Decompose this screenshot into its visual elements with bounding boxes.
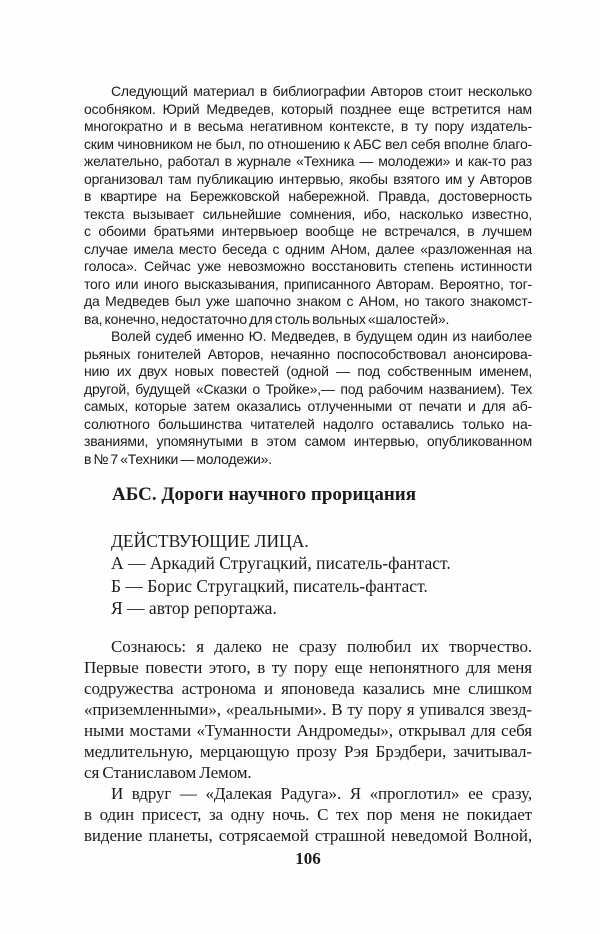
text-line: ся Станиславом Лемом. bbox=[84, 763, 252, 782]
text-line: случае имела место беседа с одним АНом, далее «разложенная на bbox=[84, 240, 532, 257]
text-line: видение планеты, сотрясаемой страшной неведомой Волной, bbox=[84, 826, 532, 845]
text-line: организовал там публикацию интервью, якобы взятого им у Авторов bbox=[84, 170, 532, 187]
text-line: рьяных гонителей Авторов, нечаянно поспособствовал анонсирова- bbox=[84, 345, 532, 362]
text-line: того или иного высказывания, приписанного Авторам. Вероятно, тог- bbox=[84, 275, 532, 292]
text-line: И вдруг — «Далекая Радуга». Я «проглотил» ее сразу, bbox=[111, 784, 532, 803]
article-paragraph-2 bbox=[84, 783, 532, 846]
text-line: Следующий материал в библиографии Авторов стоит несколько bbox=[111, 83, 532, 99]
cast-entry: Б — Борис Стругацкий, писатель-фантаст. bbox=[111, 575, 428, 596]
text-line: самых, которые затем оказались отлученными от печати и для аб- bbox=[84, 398, 532, 414]
text-line: текста вызывает сильнейшие сомнения, ибо, насколько известно, bbox=[84, 205, 532, 222]
article-paragraph-1 bbox=[84, 636, 532, 783]
text-line: «приземленными», «реальными». В ту пору я упивался звезд- bbox=[84, 700, 532, 719]
text-line: солютного большинства читателей надолго оставались только на- bbox=[84, 415, 532, 432]
cast-entry: А — Аркадий Стругацкий, писатель-фантаст. bbox=[111, 553, 451, 574]
text-line: Сознаюсь: я далеко не сразу полюбил их творчество. bbox=[111, 637, 532, 656]
text-line: желательно, работал в журнале «Техника — молодежи» и как-то раз bbox=[84, 153, 532, 169]
text-line: нию их двух новых повестей (одной — под собственным именем, bbox=[84, 363, 532, 379]
text-line: ским чиновником не был, по отношению к АБС вел себя вполне благо- bbox=[84, 135, 532, 152]
text-line: да Медведев был уже шапочно знаком с АНом, но такого знакомст- bbox=[84, 293, 532, 309]
text-line: званиями, упомянутыми в этом самом интервью, опубликованном bbox=[84, 433, 532, 449]
cast-entry: Я — автор репортажа. bbox=[111, 598, 277, 619]
cast-title: ДЕЙСТВУЮЩИЕ ЛИЦА. bbox=[111, 531, 309, 551]
cast-list bbox=[84, 530, 532, 620]
text-line: Волей судеб именно Ю. Медведев, в будущем один из наиболее bbox=[111, 328, 532, 344]
text-line: другой, будущей «Сказки о Тройке»,— под рабочим названием). Тех bbox=[84, 380, 532, 397]
text-line: Первые повести этого, в ту пору еще непонятного для меня bbox=[84, 658, 532, 677]
text-line: особняком. Юрий Медведев, который позднее еще встретится нам bbox=[84, 100, 532, 117]
text-line: содружества астронома и японоведа казались мне слишком bbox=[84, 679, 532, 698]
text-line: голоса». Сейчас уже невозможно восстановить степень истинности bbox=[84, 258, 532, 274]
section-heading: АБС. Дороги научного прорицания bbox=[112, 484, 417, 505]
text-line: ными мостами «Туманности Андромеды», открывал для себя bbox=[84, 721, 532, 740]
commentary-paragraph-2 bbox=[84, 328, 532, 468]
text-line: в квартире на Бережковской набережной. Правда, достоверность bbox=[84, 188, 532, 204]
text-line: многократно и в весьма негативном контексте, в ту пору издатель- bbox=[84, 118, 532, 134]
page-number: 106 bbox=[295, 849, 321, 868]
text-line: ва, конечно, недостаточно для столь вольных «шалостей». bbox=[84, 310, 450, 327]
commentary-paragraph-1 bbox=[84, 83, 532, 328]
text-line: с обоими братьями интервьюер вообще не встречался, в лучшем bbox=[84, 223, 532, 239]
text-line: медлительную, мерцающую прозу Рэя Брэдбери, зачитывал- bbox=[84, 742, 532, 761]
text-line: в № 7 «Техники — молодежи». bbox=[84, 450, 272, 467]
text-line: в один присест, за одну ночь. С тех пор меня не покидает bbox=[84, 805, 532, 824]
